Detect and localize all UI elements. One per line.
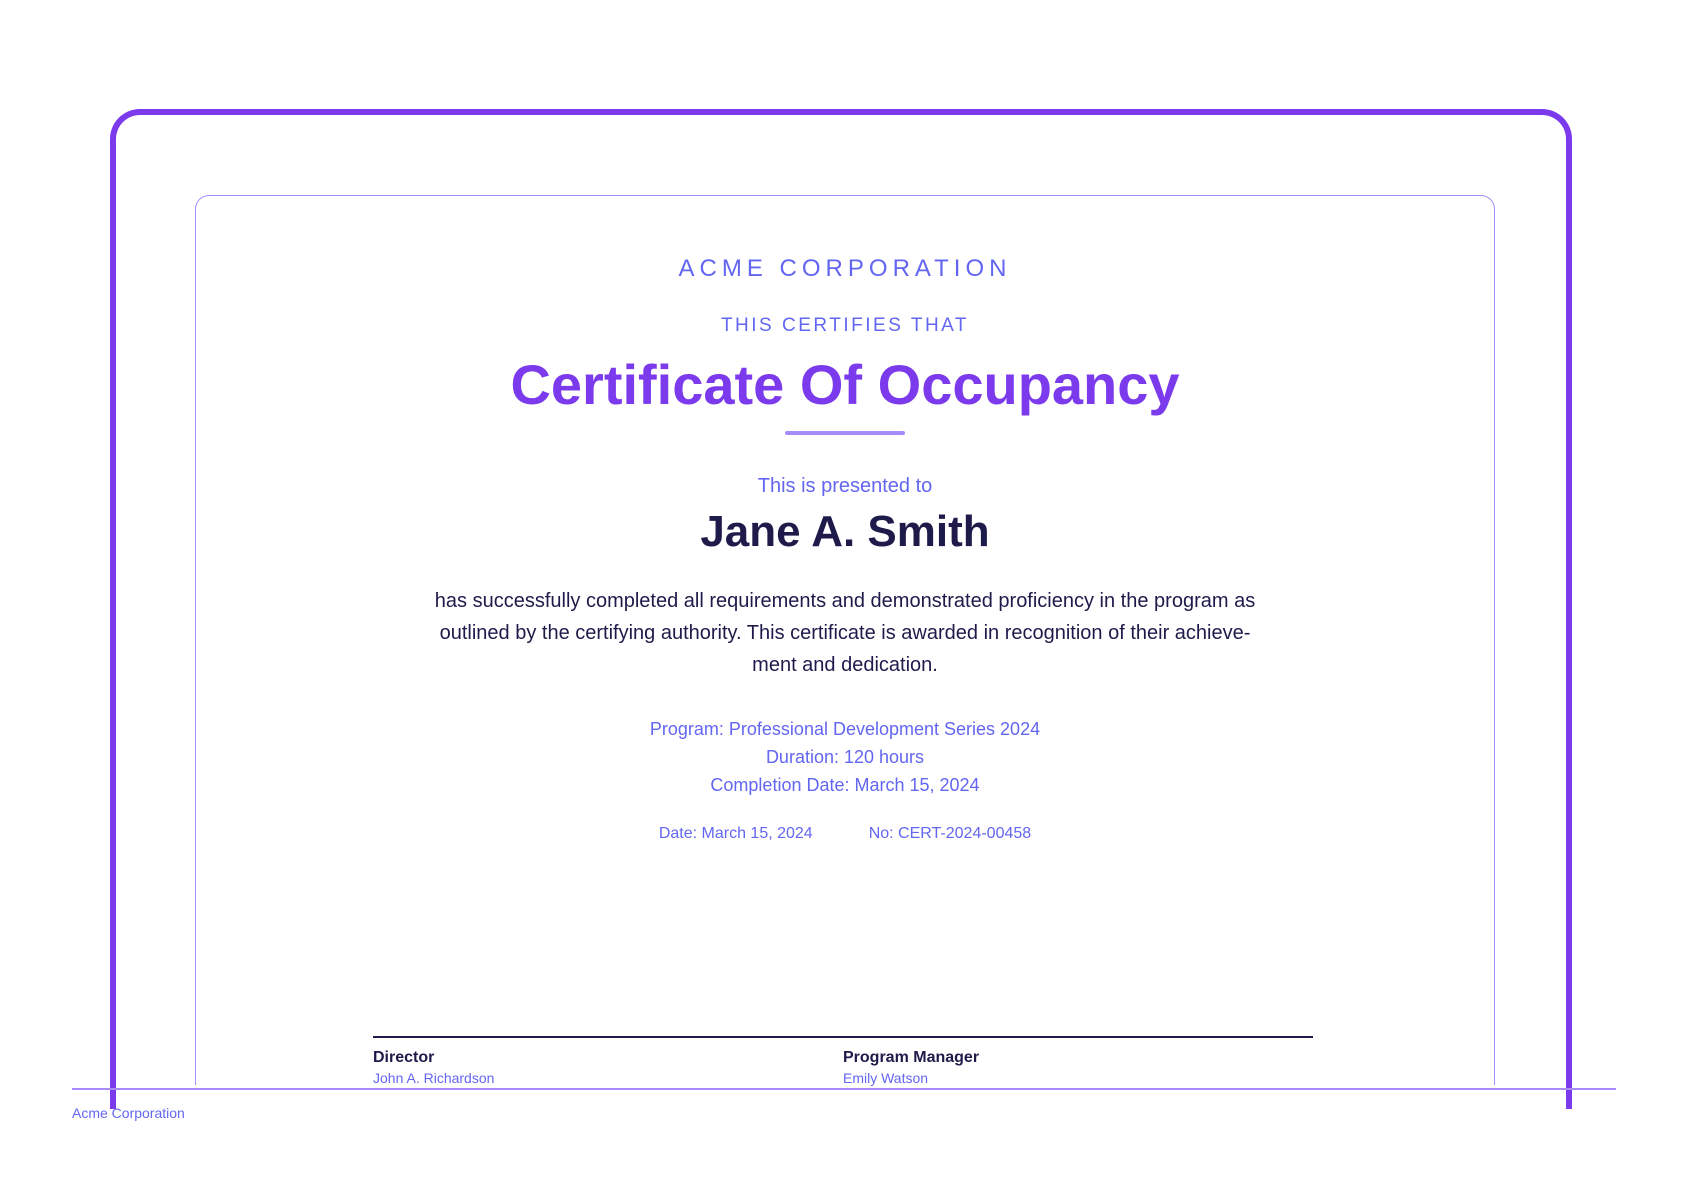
certificate-number: No: CERT-2024-00458: [868, 825, 1032, 842]
footer-divider: [72, 1088, 1616, 1090]
recipient-name: Jane A. Smith: [700, 507, 990, 556]
certificate-meta: [195, 825, 1495, 843]
signature-name: John A. Richardson: [373, 1070, 495, 1086]
organization-name: ACME CORPORATION: [678, 255, 1012, 282]
completion-date-line: Completion Date: March 15, 2024: [710, 775, 980, 795]
certificate-body-text: has successfully completed all requirements and demonstrated proficiency in the program as outlined by the certifying authority. This certificate is awarded in recognition of their achieve-ment and dedication.: [434, 590, 1256, 676]
signature-role: Program Manager: [843, 1049, 980, 1066]
program-details: [195, 715, 1495, 799]
presented-to-line: This is presented to: [757, 475, 933, 497]
signature-name: Emily Watson: [843, 1070, 929, 1086]
signature-block: [373, 1036, 1313, 1086]
certifies-line: THIS CERTIFIES THAT: [720, 315, 970, 336]
signature-director: [373, 1048, 494, 1088]
certificate-title: Certificate Of Occupancy: [510, 353, 1180, 416]
duration-line: Duration: 120 hours: [765, 747, 925, 767]
issue-date: Date: March 15, 2024: [658, 825, 813, 842]
title-underline: [785, 431, 905, 435]
program-line: Program: Professional Development Series 2024: [649, 719, 1041, 739]
signature-program-manager: [843, 1048, 979, 1088]
footer-organization: Acme Corporation: [72, 1105, 185, 1121]
signature-line: [373, 1036, 1313, 1038]
signature-role: Director: [373, 1049, 435, 1066]
